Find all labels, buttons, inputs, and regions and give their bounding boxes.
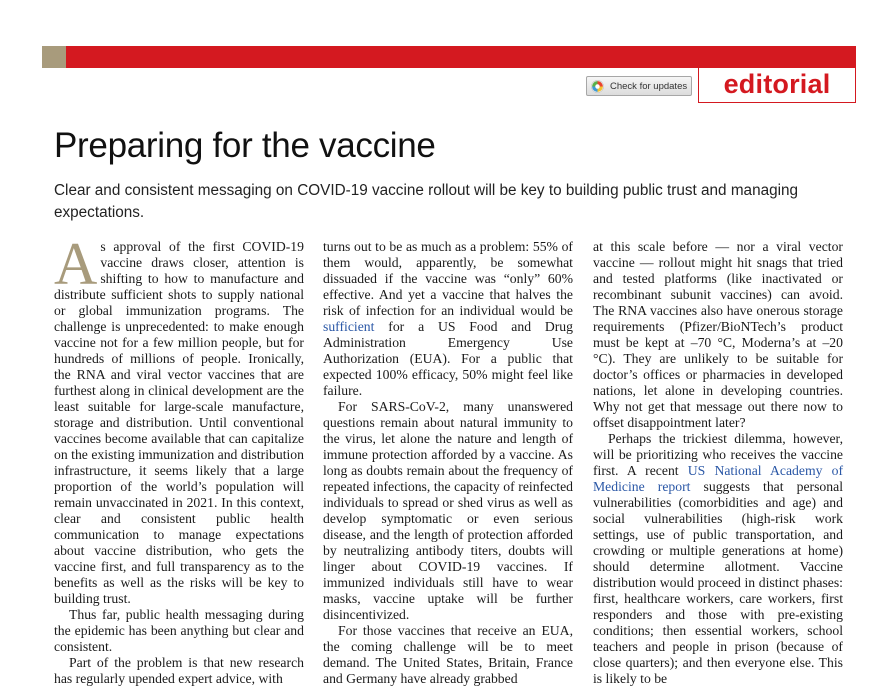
article-column-3 [593,239,843,687]
column-3-paragraph-1: at this scale before — nor a viral vector vaccine — rollout might hit snags that tried and tested platforms (like inactivated or recombinant subunit vaccines) can avoid. The RNA vaccines also have onerous storage requirements (Pfizer/BioNTech’s product must be kept at –70 °C, Moderna’s at –20 °C). They are unlikely to be suitable for doctor’s offices or pharmacies in developed nations, let alone in developing countries. Why not get that message out there now to offset disappointment later? [593,239,843,430]
column-2-paragraph-1-text-a: turns out to be as much as a problem: 55% of them would, apparently, be somewhat dissuaded if the vaccine was “only” 60% effective. And yet a vaccine that halves the risk of infection for an individual would be [323,239,573,318]
column-1-paragraph-1-text: s approval of the first COVID-19 vaccine draws closer, attention is shifting to how to manufacture and distribute sufficient shots to supply national or global immunization programs. The challenge is unprecedented: to make enough vaccine not for a few million people, but for hundreds of millions of people. Ironically, the RNA and viral vector vaccines that are furthest along in clinical development are the least suitable for large-scale manufacture, storage and distribution. Until conventional vaccines become available that can capitalize on the existing immunization and distribution infrastructure, it seems likely that a large proportion of the world’s population will remain unvaccinated in 2021. In this context, clear and consistent public health communication to manage expectations about vaccine distribution, who gets the vaccine first, and full transparency as to the benefits as well as the risks will be key to building trust. [54,239,304,606]
header-tab-block [42,46,66,68]
column-3-paragraph-2 [593,431,843,687]
column-1-paragraph-2: Thus far, public health messaging during the epidemic has been anything but clear and consistent. [54,607,304,654]
column-2-paragraph-2: For SARS-CoV-2, many unanswered questions remain about natural immunity to the virus, let alone the nature and length of immune protection afforded by a vaccine. As long as doubts remain about the frequency of repeated infections, the capacity of reinfected individuals to spread or shed virus as well as develop symptomatic or even serious disease, and the length of protection afforded by neutralizing antibody titers, doubts will linger about COVID-19 vaccines. If immunized individuals still have to wear masks, vaccine uptake will be further disincentivized. [323,399,573,622]
sufficient-link[interactable]: sufficient [323,319,375,334]
column-1-paragraph-1 [54,231,304,607]
column-3-paragraph-2-text-b: suggests that personal vulnerabilities (comorbidities and age) and social vulnerabilities (high-risk work settings, use of public transportation, and crowding or multiple generations at home) should determine allotment. Vaccine distribution would proceed in distinct phases: first, healthcare workers, care workers, first responders and those with pre-existing conditions; then essential workers, school teachers and people in prison (because of close quarters); and then everyone else. This is likely to be [593,479,843,686]
article-standfirst: Clear and consistent messaging on COVID-19 vaccine rollout will be key to building public trust and managing expectations. [54,182,798,221]
article-column-1 [54,231,304,687]
article-title: Preparing for the vaccine [54,126,436,165]
column-3-paragraph-2-text-a: Perhaps the trickiest dilemma, however, will be prioritizing who receives the vaccine first. A recent [593,431,843,478]
check-for-updates-button[interactable] [586,76,692,96]
nam-report-link[interactable]: US National Academy of Medicine report [593,463,843,494]
section-label-box [698,68,856,103]
check-for-updates-label: Check for updates [610,80,688,92]
column-2-paragraph-1-text-b: for a US Food and Drug Administration Emergency Use Authorization (EUA). For a public that expected 100% efficacy, 50% might feel like failure. [323,319,573,398]
drop-cap: A [54,231,98,297]
section-label: editorial [723,69,831,99]
crossmark-icon [591,80,604,93]
article-column-2 [323,239,573,687]
header-color-bar [42,46,856,68]
column-2-paragraph-3: For those vaccines that receive an EUA, the coming challenge will be to meet demand. The United States, Britain, France and Germany have already grabbed [323,623,573,686]
column-1-paragraph-3: Part of the problem is that new research has regularly upended expert advice, with [54,655,304,686]
column-2-paragraph-1 [323,239,573,399]
